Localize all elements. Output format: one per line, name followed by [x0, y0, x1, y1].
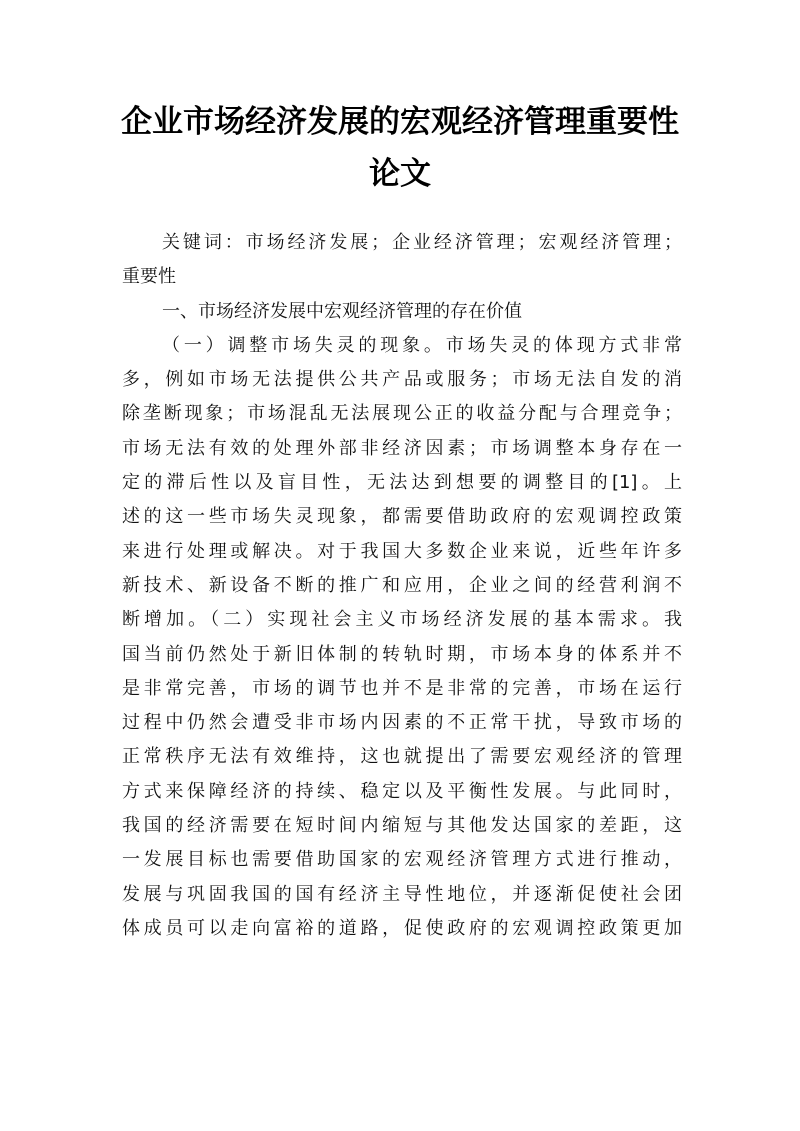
paragraph-line: 体成员可以走向富裕的道路，促使政府的宏观调控政策更加	[122, 917, 682, 939]
paragraph-line: 正常秩序无法有效维持，这也就提出了需要宏观经济的管理	[122, 746, 682, 768]
paragraph-line: 述的这一些市场失灵现象，都需要借助政府的宏观调控政策	[122, 506, 682, 528]
keywords-line: 关键词：市场经济发展；企业经济管理；宏观经济管理；	[162, 232, 682, 253]
document-title	[100, 96, 700, 200]
paragraph-line: 国当前仍然处于新旧体制的转轨时期，市场本身的体系并不	[122, 643, 682, 665]
paragraph-line: 过程中仍然会遭受非市场内因素的不正常干扰，导致市场的	[122, 712, 682, 734]
paragraph-line: 来进行处理或解决。对于我国大多数企业来说，近些年许多	[122, 540, 682, 562]
paragraph-line: 新技术、新设备不断的推广和应用，企业之间的经营利润不	[122, 574, 682, 596]
paragraph-line: 我国的经济需要在短时间内缩短与其他发达国家的差距，这	[122, 815, 682, 837]
title-line-1: 企业市场经济发展的宏观经济管理重要性	[121, 104, 679, 140]
paragraph-line: 定的滞后性以及盲目性，无法达到想要的调整目的[1]。上	[122, 472, 682, 494]
paragraph-line: 方式来保障经济的持续、稳定以及平衡性发展。与此同时，	[122, 780, 682, 802]
paragraph-line: 市场无法有效的处理外部非经济因素；市场调整本身存在一	[122, 437, 682, 459]
section-heading: 一、市场经济发展中宏观经济管理的存在价值	[162, 300, 522, 322]
paragraph-line: 发展与巩固我国的国有经济主导性地位，并逐渐促使社会团	[122, 883, 682, 905]
document-body	[122, 226, 682, 946]
keywords-line-cont: 重要性	[122, 266, 176, 288]
title-line-2: 论文	[369, 156, 431, 192]
paragraph-line: 多，例如市场无法提供公共产品或服务；市场无法自发的消	[122, 369, 682, 391]
paragraph-line: 是非常完善，市场的调节也并不是非常的完善，市场在运行	[122, 677, 682, 699]
paragraph-line: 断增加。（二）实现社会主义市场经济发展的基本需求。我	[122, 609, 682, 631]
paragraph-line: 除垄断现象；市场混乱无法展现公正的收益分配与合理竞争；	[122, 403, 682, 425]
paragraph-line: 一发展目标也需要借助国家的宏观经济管理方式进行推动，	[122, 849, 682, 871]
paragraph-line: （一）调整市场失灵的现象。市场失灵的体现方式非常	[162, 334, 682, 356]
